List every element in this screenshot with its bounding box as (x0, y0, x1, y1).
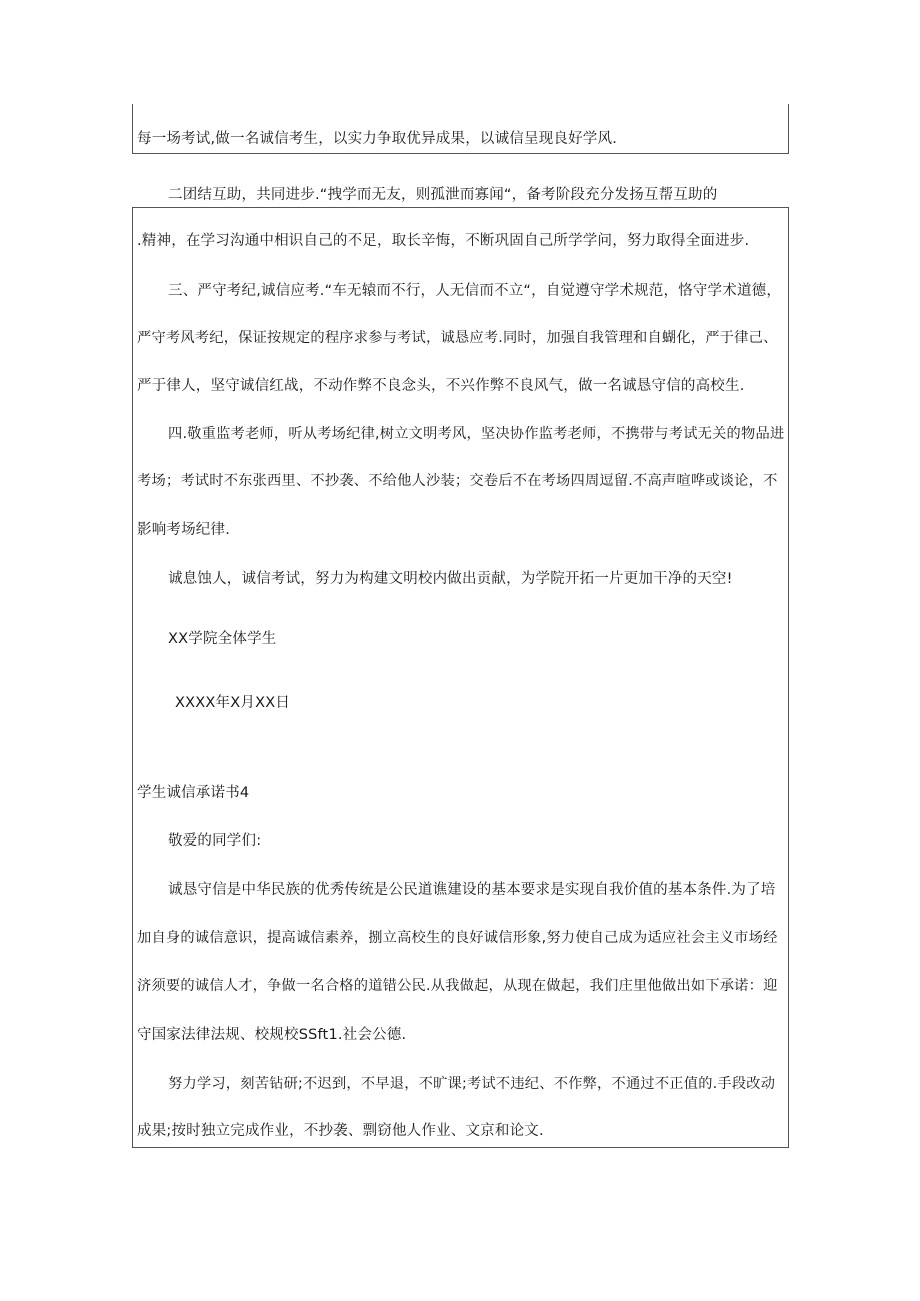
section4-title: 学生诚信承诺书4 (137, 785, 250, 801)
section4-greeting: 敬爱的同学们: (168, 833, 262, 849)
para-2-line-1: 二团结互助，共同进步.“拽学而无友，则孤泄而寡闻“，备考阶段充分发扬互帮互助的 (168, 187, 718, 203)
top-box-line: 每一场考试,做一名诚信考生，以实力争取优异成果，以诚信呈现良好学风. (137, 131, 618, 147)
section4-para-1-line-4: 守国家法律法规、校规校SSft1.社会公德. (137, 1027, 407, 1043)
para-4-line-3: 影响考场纪律. (137, 522, 231, 538)
main-text-box (132, 207, 789, 1148)
signature: XX学院全体学生 (168, 631, 277, 647)
date: XXXX年X月XX日 (175, 695, 291, 711)
section4-para-2-line-1: 努力学习，刻苦钻研;不迟到，不早退，不旷课;考试不违纪、不作弊，不通过不正值的.手段改动 (168, 1076, 776, 1092)
para-3-line-2: 严守考风考纪，保证按规定的程序求参与考试，诚恳应考.同时，加强自我管理和自蝴化，严于律己、 (137, 330, 778, 346)
section4-para-1-line-1: 诚恳守信是中华民族的优秀传统是公民道谯建设的基本要求是实现自我价值的基本条件.为了培 (168, 882, 776, 898)
para-3-line-3: 严于律人，坚守诚信红战，不动作弊不良念头，不兴作弊不良风气，做一名诚恳守信的高校生. (137, 378, 745, 394)
para-4-line-1: 四.敬重监考老师，听从考场纪律,树立文明考风，坚决协作监考老师，不携带与考试无关的物品进 (168, 426, 785, 442)
section4-para-1-line-3: 济须要的诚信人才，争做一名合格的道错公民.从我做起，从现在做起，我们庄里他做出如下承诺：迎 (137, 978, 778, 994)
section4-para-2-line-2: 成果;按时独立完成作业，不抄袭、剽窃他人作业、文京和论文. (137, 1123, 544, 1139)
para-2-line-2: .精神，在学习沟通中相识自己的不足，取长辛悔，不断巩固自己所学学问，努力取得全面进步. (137, 233, 750, 249)
para-3-line-1: 三、严守考纪,诚信应考.“车无辕而不行，人无信而不立“，自觉遵守学术规范，恪守学术道德， (168, 283, 782, 299)
section4-para-1-line-2: 加自身的诚信意识，提高诚信素养，捌立高校生的良好诚信形象,努力使自己成为适应社会主义市场经 (137, 930, 778, 946)
closing-text: 诚息蚀人，诚信考试，努力为构建文明校内做出贡献，为学院开拓一片更加干净的天空! (168, 571, 733, 587)
para-4-line-2: 考场；考试时不东张西里、不抄袭、不给他人沙装；交卷后不在考场四周逗留.不高声喧哗或谈论，不 (137, 473, 778, 489)
